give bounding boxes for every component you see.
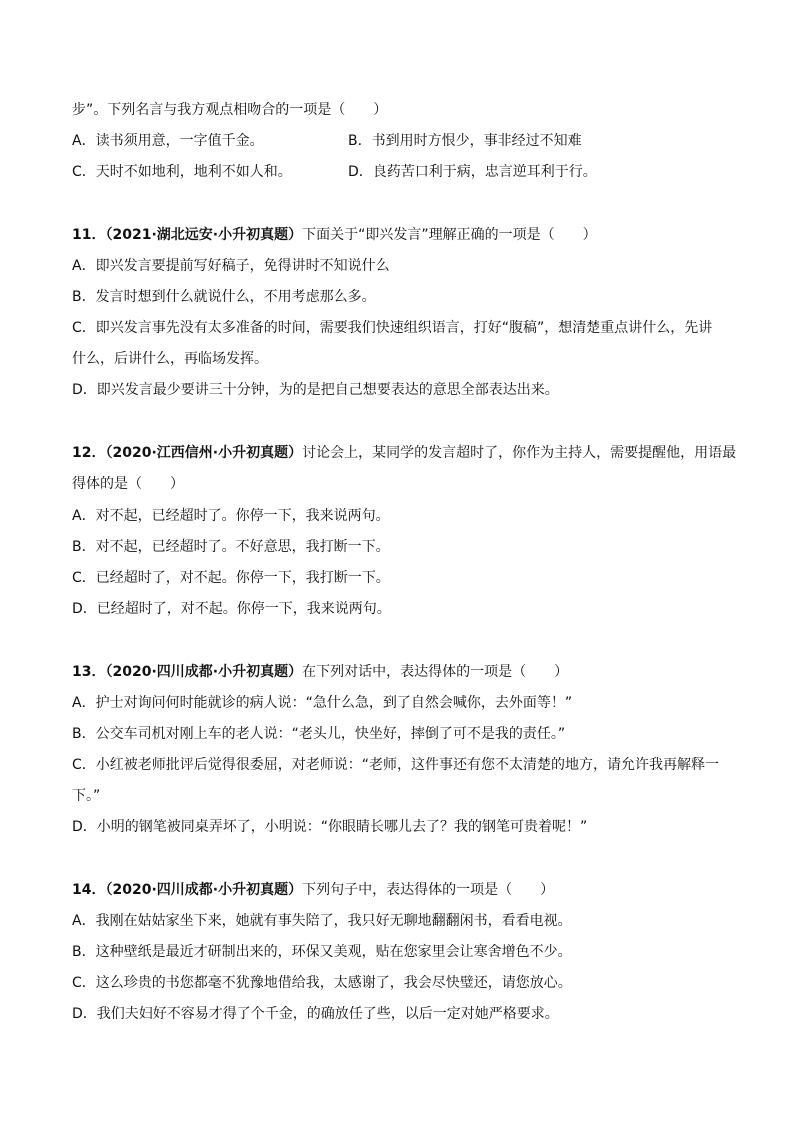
q12-option-c: C．已经超时了，对不起。你停一下，我打断一下。 (72, 570, 390, 586)
q12-option-b: B．对不起，已经超时了。不好意思，我打断一下。 (72, 539, 390, 555)
q12-stem: 讨论会上，某同学的发言超时了，你作为主持人，需要提醒他，用语最 (302, 445, 737, 461)
q11-option-c-cont: 什么，后讲什么，再临场发挥。 (72, 351, 268, 367)
q11-label: 11．（2021·湖北远安·小升初真题） (72, 227, 303, 243)
q13-option-c: C．小红被老师批评后觉得很委屈，对老师说：“老师，这件事还有您不太清楚的地方，请允许我再解释一 (72, 757, 720, 773)
q13-stem-line (72, 662, 568, 682)
q12-label: 12．（2020·江西信州·小升初真题） (72, 445, 303, 461)
q10-option-a: A．读书须用意，一字值千金。 (72, 133, 264, 149)
q13-option-d: D．小明的钢笔被同桌弄坏了，小明说：“你眼睛长哪儿去了？我的钢笔可贵着呢！” (72, 819, 588, 835)
q14-stem-line (72, 880, 554, 900)
q14-option-d: D．我们夫妇好不容易才得了个千金，的确放任了些，以后一定对她严格要求。 (72, 1006, 559, 1022)
q12-option-d: D．已经超时了，对不起。你停一下，我来说两句。 (72, 601, 391, 617)
q14-option-c: C．这么珍贵的书您都毫不犹豫地借给我，太感谢了，我会尽快璧还，请您放心。 (72, 975, 572, 991)
q12-stem-line (72, 443, 736, 463)
q11-stem-line (72, 225, 597, 245)
q10-stem-tail: 步”。下列名言与我方观点相吻合的一项是（ ） (72, 102, 388, 118)
q11-option-d: D．即兴发言最少要讲三十分钟，为的是把自己想要表达的意思全部表达出来。 (72, 382, 559, 398)
q13-option-b: B．公交车司机对刚上车的老人说：“老头儿，快坐好，摔倒了可不是我的责任。” (72, 726, 566, 742)
q11-stem: 下面关于“即兴发言”理解正确的一项是（ ） (302, 227, 597, 243)
q13-stem: 在下列对话中，表达得体的一项是（ ） (302, 664, 569, 680)
q11-option-b: B．发言时想到什么就说什么，不用考虑那么多。 (72, 289, 376, 305)
q11-option-c: C．即兴发言事先没有太多准备的时间，需要我们快速组织语言，打好“腹稿”，想清楚重点讲什么，先讲 (72, 320, 713, 336)
q14-option-b: B．这种壁纸是最近才研制出来的，环保又美观，贴在您家里会让寒舍增色不少。 (72, 944, 572, 960)
q13-option-c-cont: 下。” (72, 788, 101, 804)
q14-stem: 下列句子中，表达得体的一项是（ ） (302, 882, 555, 898)
q11-option-a: A．即兴发言要提前写好稿子，免得讲时不知说什么 (72, 258, 390, 274)
q10-option-d: D．良药苦口利于病，忠言逆耳利于行。 (348, 164, 597, 180)
q14-label: 14．（2020·四川成都·小升初真题） (72, 882, 303, 898)
q10-option-b: B．书到用时方恨少，事非经过不知难 (348, 133, 582, 149)
q13-label: 13．（2020·四川成都·小升初真题） (72, 664, 303, 680)
q12-option-a: A．对不起，已经超时了。你停一下，我来说两句。 (72, 508, 390, 524)
q13-option-a: A．护士对询问何时能就诊的病人说：“急什么急，到了自然会喊你，去外面等！” (72, 695, 573, 711)
q14-option-a: A．我刚在姑姑家坐下来，她就有事失陪了，我只好无聊地翻翻闲书，看看电视。 (72, 913, 572, 929)
q10-option-c: C．天时不如地利，地利不如人和。 (72, 164, 292, 180)
q12-stem-cont: 得体的是（ ） (72, 476, 184, 492)
